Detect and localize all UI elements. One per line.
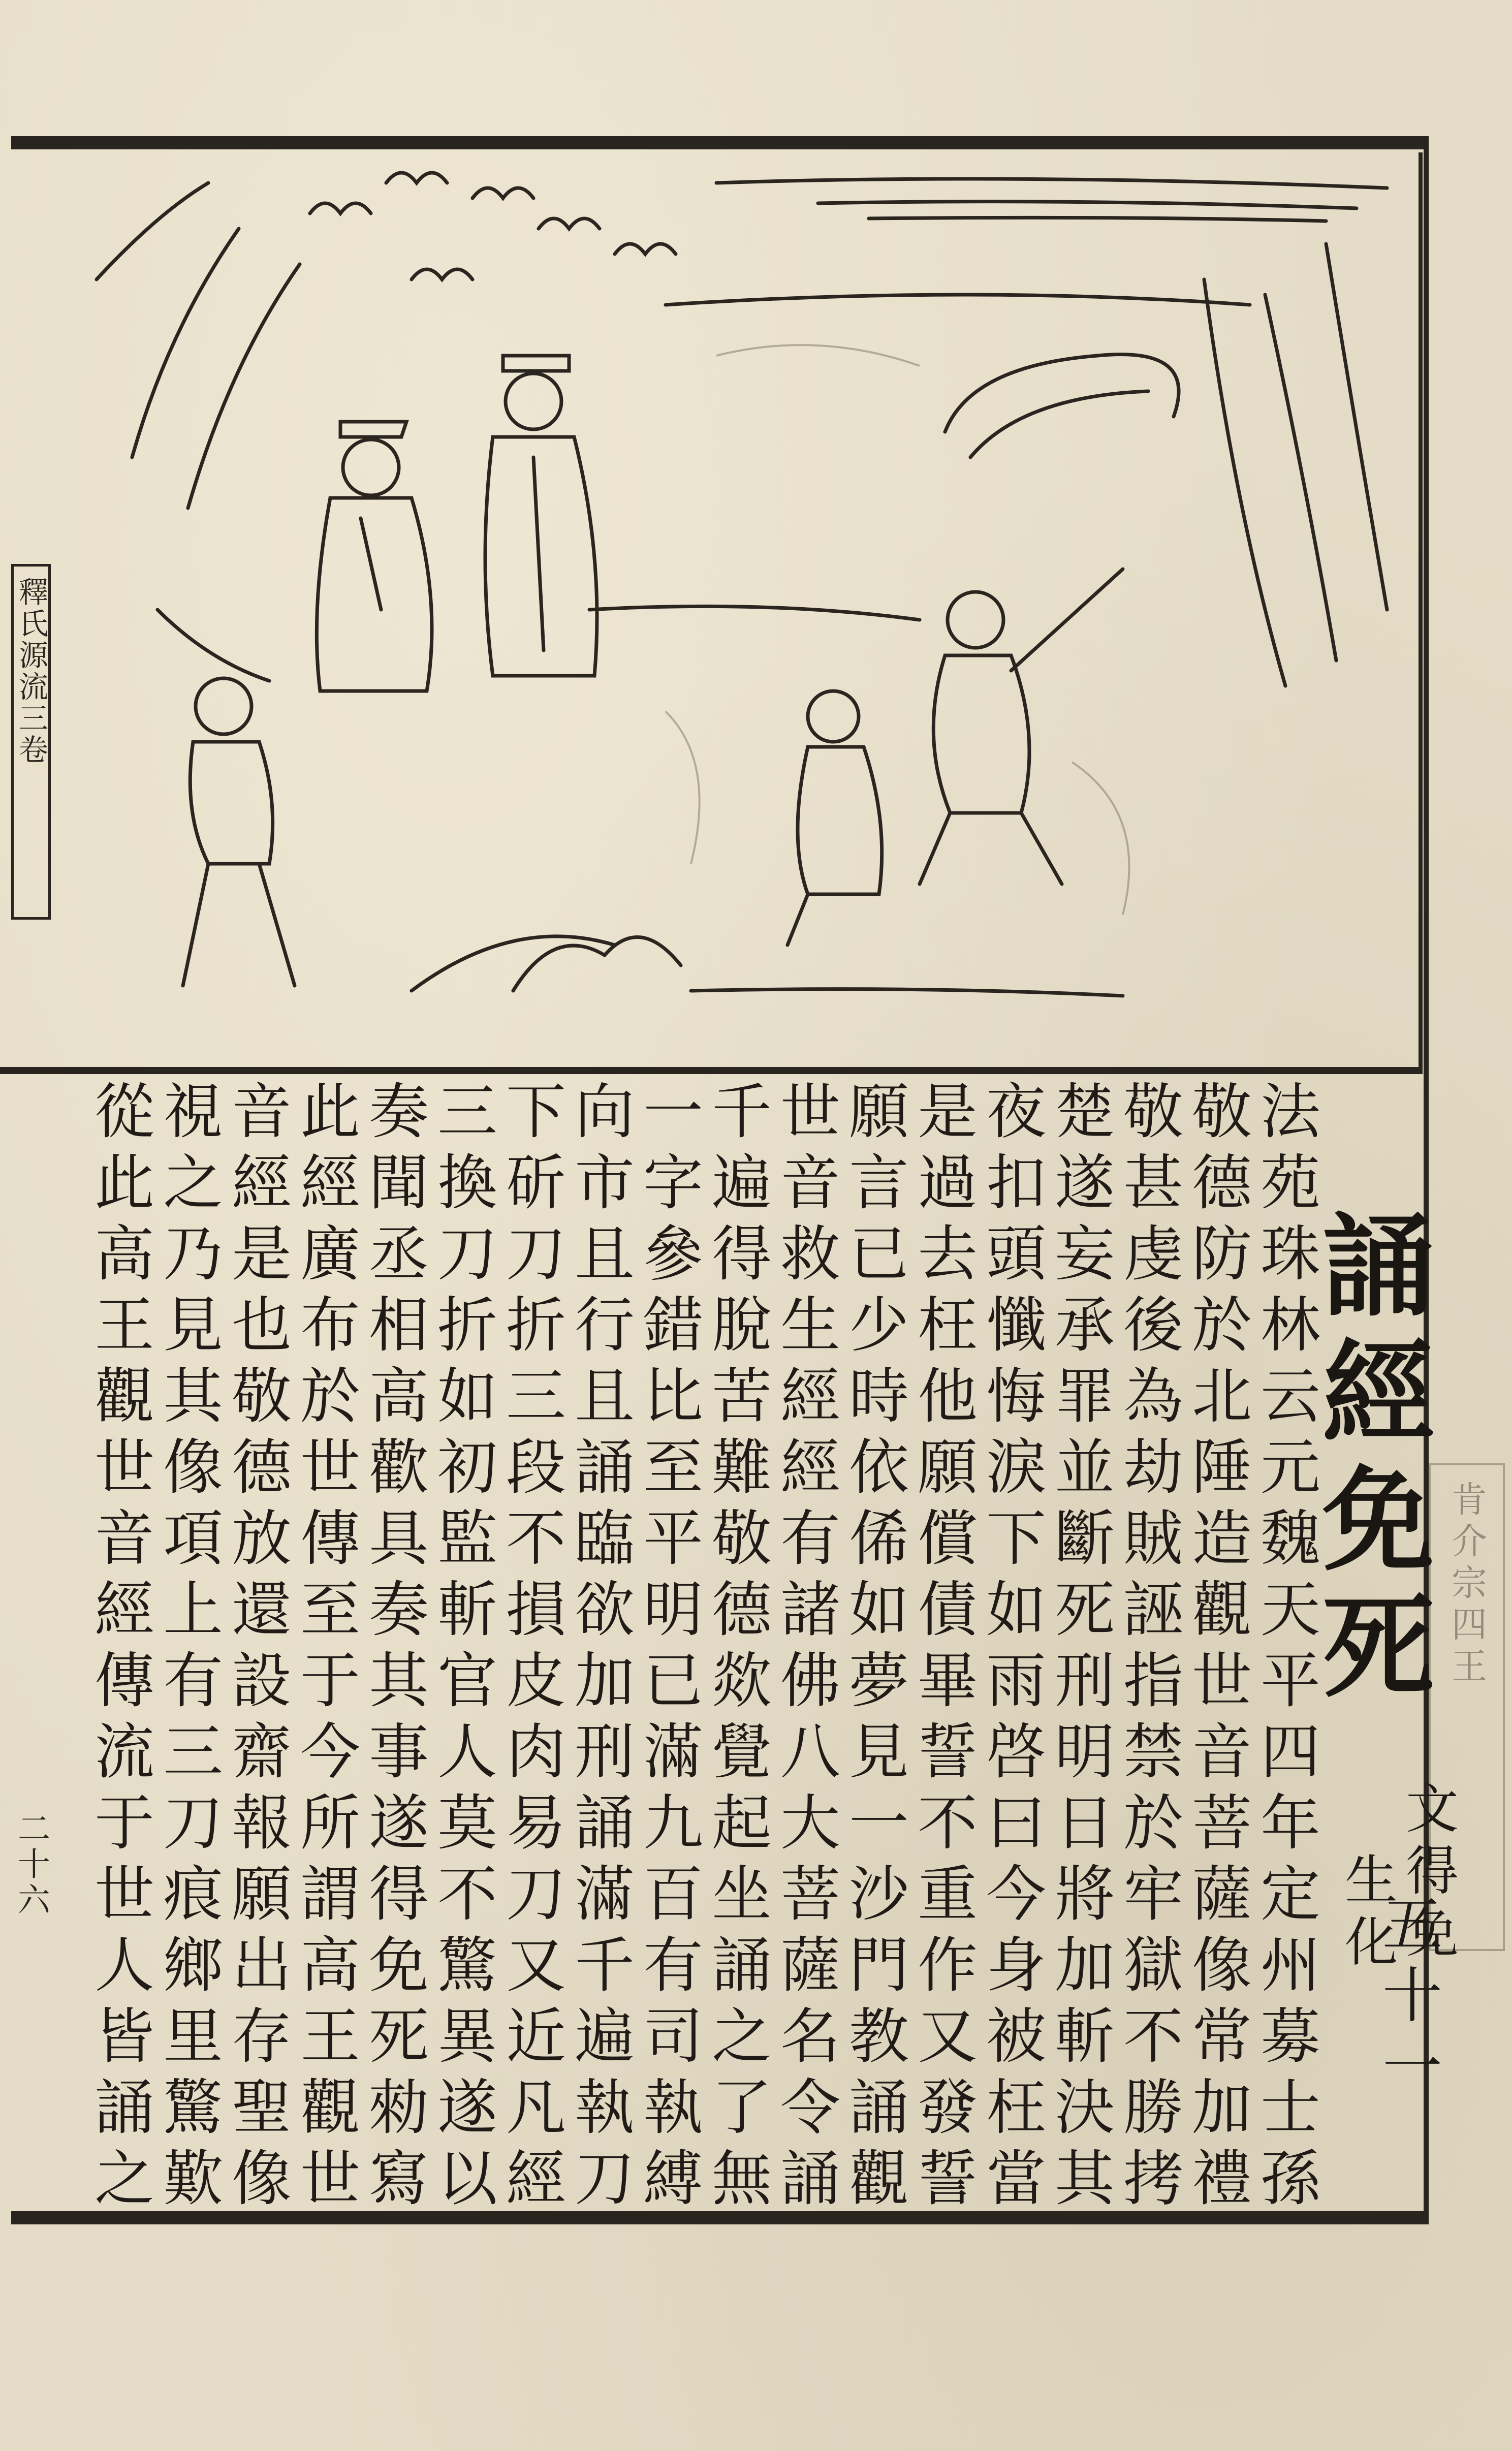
text-column: 千遍得脫苦難敬德欻覺起坐誦之了無: [702, 1080, 772, 2218]
section-number: 五十一: [1372, 1893, 1442, 2106]
text-column: 楚遂妄承罪並斷死刑明日將加斬決其: [1045, 1080, 1115, 2218]
text-column: 從此高王觀世音經傳流于世人皆誦之: [84, 1080, 154, 2218]
text-column: 法苑珠林云元魏天平四年定州募士孫: [1250, 1080, 1320, 2218]
illustration-drawing: [56, 152, 1423, 1067]
title-note-1: 文得免: [1397, 1781, 1459, 1967]
text-column: 一字參錯比至平明已滿九百有司執縛: [633, 1080, 703, 2218]
text-column: 夜扣頭懺悔淚下如雨啓曰今身被枉當: [976, 1080, 1046, 2218]
spine-label-box: [11, 564, 51, 920]
text-column: 向市且行且誦臨欲加刑誦滿千遍執刀: [564, 1080, 635, 2218]
text-column: 願言已少時依俙如夢見一沙門教誦觀: [839, 1080, 909, 2218]
text-column: 此經廣布於世傳至于今所謂高王觀世: [290, 1080, 360, 2218]
text-column: 是過去枉他願償債畢誓不重作又發誓: [907, 1080, 978, 2218]
section-title: 誦經免死: [1304, 1207, 1435, 1715]
text-body: [48, 1080, 1459, 2218]
text-column: 敬德防於北陲造觀世音菩薩像常加禮: [1182, 1080, 1252, 2218]
spine-label: 釋氏源流三卷: [14, 577, 48, 766]
folio-number: 二十六: [12, 1811, 50, 1918]
text-column: 下斫刀折三段不損皮肉易刀又近凡經: [496, 1080, 566, 2218]
stamp-text: 肯介宗四王: [1445, 1481, 1488, 1689]
text-column: 視之乃見其像項上有三刀痕鄉里驚歎: [153, 1080, 223, 2218]
section-divider: [0, 1067, 1423, 1074]
woodblock-illustration: [56, 152, 1423, 1067]
text-column: 三換刀折如初監斬官人莫不驚異遂以: [427, 1080, 497, 2218]
title-note-2: 生化: [1336, 1852, 1398, 1976]
text-column: 奏聞丞相高歡具奏其事遂得免死勑寫: [359, 1080, 429, 2218]
text-column: 世音救生經經有諸佛八大菩薩名令誦: [770, 1080, 840, 2218]
text-column: 音經是也敬德放還設齋報願出存聖像: [222, 1080, 292, 2218]
text-column: 敬甚虔後為劫賊誣指禁於牢獄不勝拷: [1113, 1080, 1183, 2218]
